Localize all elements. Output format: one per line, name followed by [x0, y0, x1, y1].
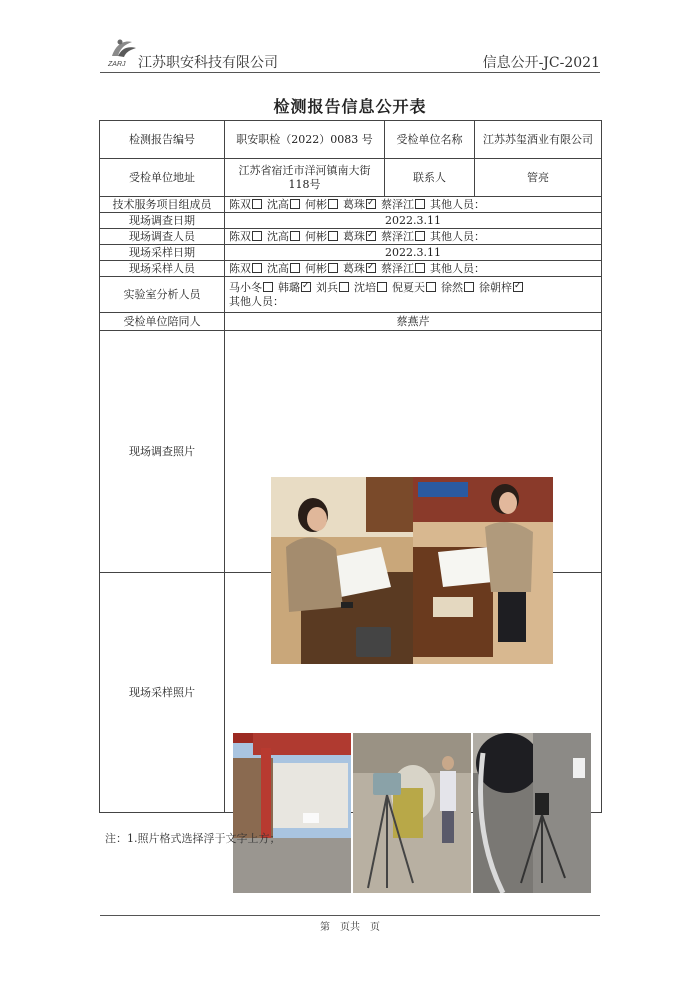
staff-name: 沈高	[267, 197, 289, 211]
staff-name: 蔡泽江	[381, 197, 414, 211]
sampling-photo-3	[473, 733, 591, 893]
survey-photo-1	[271, 477, 413, 664]
staff-name: 葛珠	[343, 197, 365, 211]
sampling-staff-label: 现场采样人员	[100, 261, 225, 277]
staff-checkbox[interactable]	[366, 199, 376, 209]
staff-name: 葛珠	[343, 229, 365, 243]
sampling-photo-label: 现场采样照片	[100, 573, 225, 813]
survey-photo-2	[413, 477, 553, 664]
survey-date-value: 2022.3.11	[225, 213, 602, 229]
staff-name: 马小冬	[229, 280, 262, 294]
survey-date-label: 现场调查日期	[100, 213, 225, 229]
staff-name: 倪夏天	[392, 280, 425, 294]
survey-staff-list	[225, 229, 602, 245]
staff-checkbox[interactable]	[366, 263, 376, 273]
lab-staff-list	[225, 277, 602, 313]
staff-name: 何彬	[305, 229, 327, 243]
lab-label: 实验室分析人员	[100, 277, 225, 313]
page-header	[100, 34, 600, 74]
staff-checkbox[interactable]	[377, 282, 387, 292]
staff-checkbox[interactable]	[415, 199, 425, 209]
staff-name: 刘兵	[316, 280, 338, 294]
staff-checkbox[interactable]	[290, 199, 300, 209]
survey-staff-label: 现场调查人员	[100, 229, 225, 245]
contact-label: 联系人	[385, 159, 475, 197]
staff-name: 何彬	[305, 197, 327, 211]
staff-name: 沈高	[267, 261, 289, 275]
staff-checkbox[interactable]	[464, 282, 474, 292]
staff-name: 何彬	[305, 261, 327, 275]
staff-name: 徐然	[441, 280, 463, 294]
staff-name: 沈培	[354, 280, 376, 294]
unit-name-value: 江苏苏玺酒业有限公司	[475, 121, 602, 159]
address-label: 受检单位地址	[100, 159, 225, 197]
staff-checkbox[interactable]	[290, 231, 300, 241]
staff-checkbox[interactable]	[513, 282, 523, 292]
staff-name: 蔡泽江	[381, 229, 414, 243]
staff-checkbox[interactable]	[415, 263, 425, 273]
company-name: 江苏职安科技有限公司	[138, 55, 278, 71]
escort-value: 蔡燕芹	[225, 313, 602, 331]
escort-label: 受检单位陪同人	[100, 313, 225, 331]
staff-name: 陈双	[229, 261, 251, 275]
address-value: 江苏省宿迁市洋河镇南大街118号	[225, 159, 385, 197]
staff-checkbox[interactable]	[366, 231, 376, 241]
survey-photo-cell	[225, 331, 602, 573]
staff-checkbox[interactable]	[328, 263, 338, 273]
staff-checkbox[interactable]	[415, 231, 425, 241]
contact-value: 管亮	[475, 159, 602, 197]
footer-divider	[100, 915, 600, 916]
staff-checkbox[interactable]	[328, 199, 338, 209]
staff-checkbox[interactable]	[263, 282, 273, 292]
staff-checkbox[interactable]	[339, 282, 349, 292]
staff-checkbox[interactable]	[426, 282, 436, 292]
sampling-other-label: 其他人员：	[430, 261, 485, 275]
staff-checkbox[interactable]	[252, 231, 262, 241]
sampling-photo-1	[233, 733, 351, 893]
staff-name: 徐朝梓	[479, 280, 512, 294]
staff-checkbox[interactable]	[301, 282, 311, 292]
info-table	[99, 120, 602, 813]
sampling-date-label: 现场采样日期	[100, 245, 225, 261]
staff-name: 陈双	[229, 229, 251, 243]
sampling-staff-list	[225, 261, 602, 277]
page-footer: 第 页共 页	[320, 922, 380, 933]
staff-name: 韩璐	[278, 280, 300, 294]
page-title: 检测报告信息公开表	[273, 97, 427, 116]
lab-other-label: 其他人员：	[229, 294, 284, 308]
team-label: 技术服务项目组成员	[100, 197, 225, 213]
staff-checkbox[interactable]	[328, 231, 338, 241]
sampling-date-value: 2022.3.11	[225, 245, 602, 261]
staff-checkbox[interactable]	[252, 199, 262, 209]
company-logo	[106, 34, 140, 68]
report-no-value: 职安职检（2022）0083 号	[225, 121, 385, 159]
logo-text: ZARJ	[108, 61, 126, 68]
staff-name: 葛珠	[343, 261, 365, 275]
staff-name: 蔡泽江	[381, 261, 414, 275]
sampling-photo-2	[353, 733, 471, 893]
header-divider	[100, 72, 600, 73]
unit-name-label: 受检单位名称	[385, 121, 475, 159]
team-list	[225, 197, 602, 213]
staff-name: 陈双	[229, 197, 251, 211]
survey-other-label: 其他人员：	[430, 229, 485, 243]
survey-photo-label: 现场调查照片	[100, 331, 225, 573]
staff-checkbox[interactable]	[290, 263, 300, 273]
team-other-label: 其他人员：	[430, 197, 485, 211]
report-no-label: 检测报告编号	[100, 121, 225, 159]
document-code: 信息公开-JC-2021	[482, 55, 600, 71]
staff-name: 沈高	[267, 229, 289, 243]
footnote: 注：1.照片格式选择浮于文字上方；	[105, 832, 281, 845]
staff-checkbox[interactable]	[252, 263, 262, 273]
